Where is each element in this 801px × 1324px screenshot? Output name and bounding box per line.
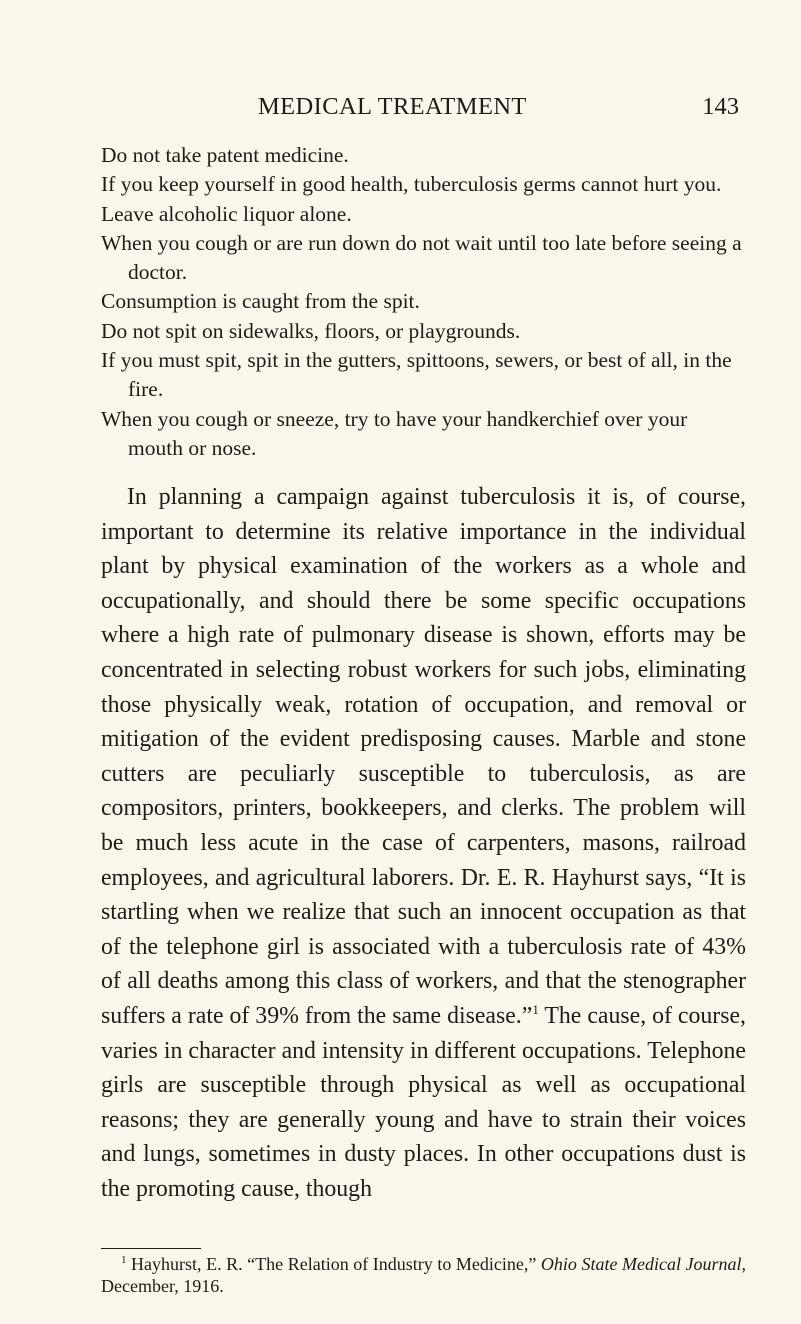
rule-item: When you cough or are run down do not wait until too late before seeing a doctor.	[101, 230, 742, 285]
rule-item: If you must spit, spit in the gutters, spittoons, sewers, or best of all, in the fire.	[101, 348, 732, 402]
footnote	[101, 1253, 746, 1297]
paragraph-text-part-1: In planning a campaign against tuberculosis it is, of course, important to determine its relative importance in the individual plant by physical examination of the workers as a whole and occupationally, and should there be some specific occupations where a high rate of pulmonary disease is shown, efforts may be concentrated in selecting robust workers for such jobs, eliminating those physically weak, rotation of occupation, and removal or mitigation of the evident predisposing causes. Marble and stone cutters are peculiarly susceptible to tuberculosis, as are compositors, printers, bookkeepers, and clerks. The problem will be much less acute in the case of carpenters, masons, railroad employees, and agricultural laborers. Dr. E. R. Hayhurst says, “It is startling when we realize that such an innocent occupation as that of the telephone girl is associated with a tuberculosis rate of 43% of all deaths among this class of workers, and that the stenographer suffers a rate of 39% from the same disease.”	[101, 484, 746, 1029]
running-head-title: MEDICAL TREATMENT	[258, 93, 527, 120]
paragraph-text-part-2: The cause, of course, varies in character and intensity in different occupations. Telephone girls are susceptible through physical as well as occupational reasons; they are generally young and have to strain their voices and lungs, sometimes in dusty places. In other occupations dust is the promoting cause, though	[101, 1002, 746, 1202]
footnote-date: December, 1916.	[101, 1276, 224, 1296]
rule-item: Leave alcoholic liquor alone.	[101, 201, 352, 226]
footnote-marker: 1	[121, 1254, 127, 1266]
rule-item: Do not take patent medicine.	[101, 143, 349, 167]
rule-item: If you keep yourself in good health, tuberculosis germs cannot hurt you.	[101, 172, 722, 197]
footnote-divider	[101, 1248, 201, 1249]
body-paragraph	[101, 480, 746, 1206]
rule-item: When you cough or sneeze, try to have your handkerchief over your mouth or nose.	[101, 406, 688, 460]
footnote-journal: Ohio State Medical Journal,	[540, 1254, 746, 1274]
rule-item: Consumption is caught from the spit.	[101, 289, 420, 314]
footnote-text: Hayhurst, E. R. “The Relation of Industry to Medicine,”	[126, 1254, 541, 1274]
rules-list	[101, 141, 746, 463]
footnote-reference: 1	[532, 1001, 539, 1017]
rule-item: Do not spit on sidewalks, floors, or playgrounds.	[101, 318, 521, 343]
page-number: 143	[702, 93, 739, 120]
